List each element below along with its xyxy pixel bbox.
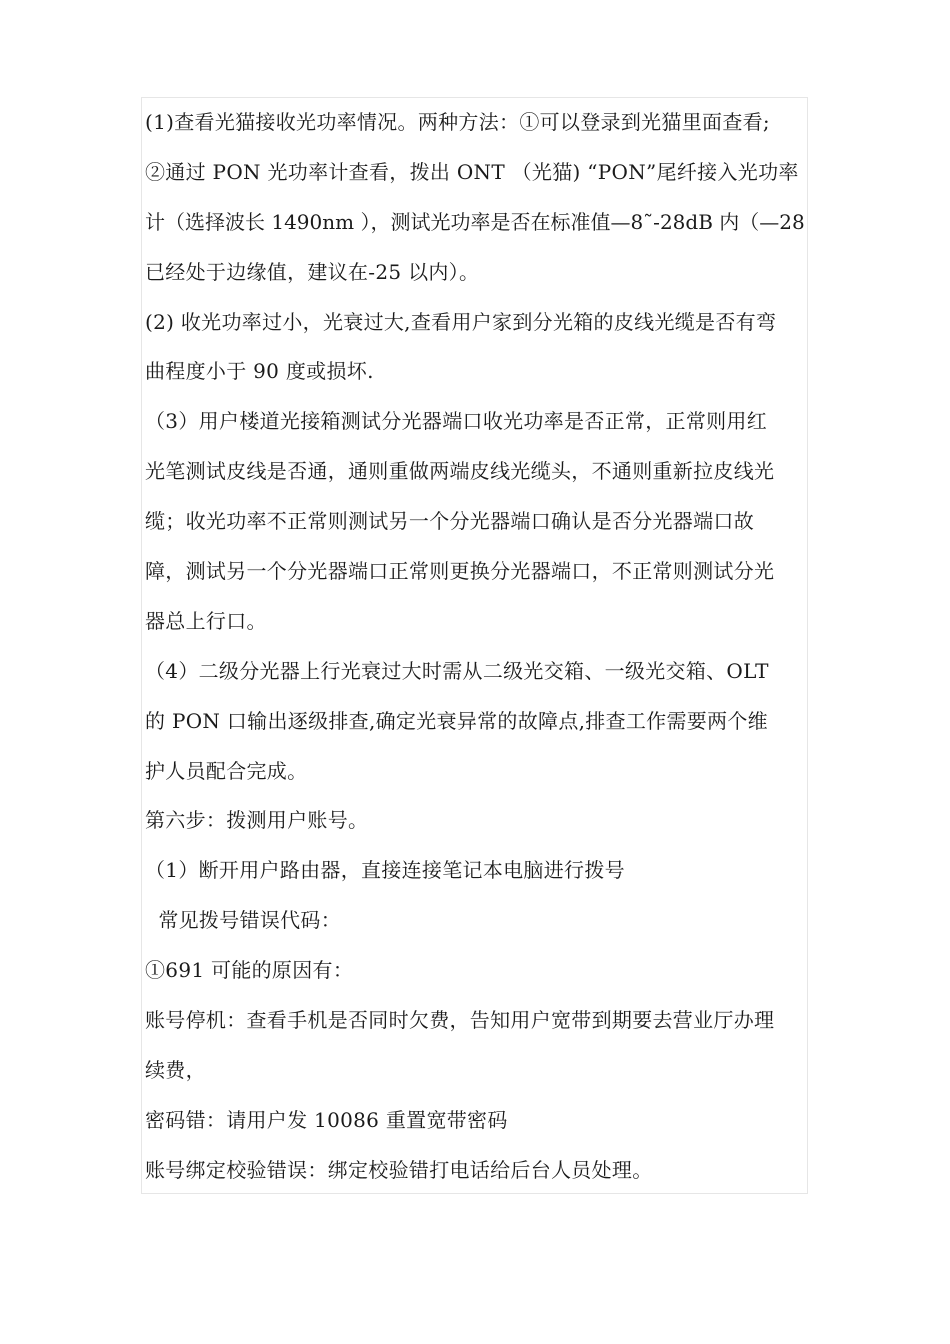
text-line: 密码错：请用户发 10086 重置宽带密码 — [145, 1107, 508, 1132]
text-line: (1)查看光猫接收光功率情况。两种方法：①可以登录到光猫里面查看; — [145, 110, 770, 134]
text-line: 护人员配合完成。 — [145, 758, 308, 783]
text-line: （3）用户楼道光接箱测试分光器端口收光功率是否正常，正常则用红 — [145, 409, 768, 434]
text-line: (2) 收光功率过小，光衰过大,查看用户家到分光箱的皮线光缆是否有弯 — [145, 309, 777, 334]
text-line: 计（选择波长 1490nm ），测试光功率是否在标准值—8˜-28dB 内（—28 — [145, 209, 805, 234]
text-line: （4）二级分光器上行光衰过大时需从二级光交箱、一级光交箱、OLT — [145, 658, 769, 683]
document-body — [145, 102, 813, 1200]
text-line: 续费， — [145, 1057, 206, 1082]
text-line: （1）断开用户路由器，直接连接笔记本电脑进行拨号 — [145, 858, 625, 883]
text-line: 光笔测试皮线是否通，通则重做两端皮线光缆头，不通则重新拉皮线光 — [145, 459, 775, 484]
text-line: 账号绑定校验错误：绑定校验错打电话给后台人员处理。 — [145, 1157, 653, 1182]
text-line: ②通过 PON 光功率计查看，拨出 ONT （光猫) “PON”尾纤接入光功率 — [145, 159, 799, 184]
text-line: 账号停机：查看手机是否同时欠费，告知用户宽带到期要去营业厅办理 — [145, 1008, 775, 1033]
text-line: 器总上行口。 — [145, 608, 267, 633]
text-line: 常见拨号错误代码： — [145, 908, 342, 933]
text-line: 曲程度小于 90 度或损坏. — [145, 359, 374, 384]
text-line: 的 PON 口输出逐级排查,确定光衰异常的故障点,排查工作需要两个维 — [145, 708, 768, 733]
section-heading: 第六步：拨测用户账号。 — [145, 808, 369, 833]
text-line: 障，测试另一个分光器端口正常则更换分光器端口，不正常则测试分光 — [145, 559, 775, 584]
text-line: 缆；收光功率不正常则测试另一个分光器端口确认是否分光器端口故 — [145, 509, 754, 534]
text-line: 已经处于边缘值，建议在-25 以内）。 — [145, 259, 480, 284]
text-line: ①691 可能的原因有： — [145, 958, 354, 983]
